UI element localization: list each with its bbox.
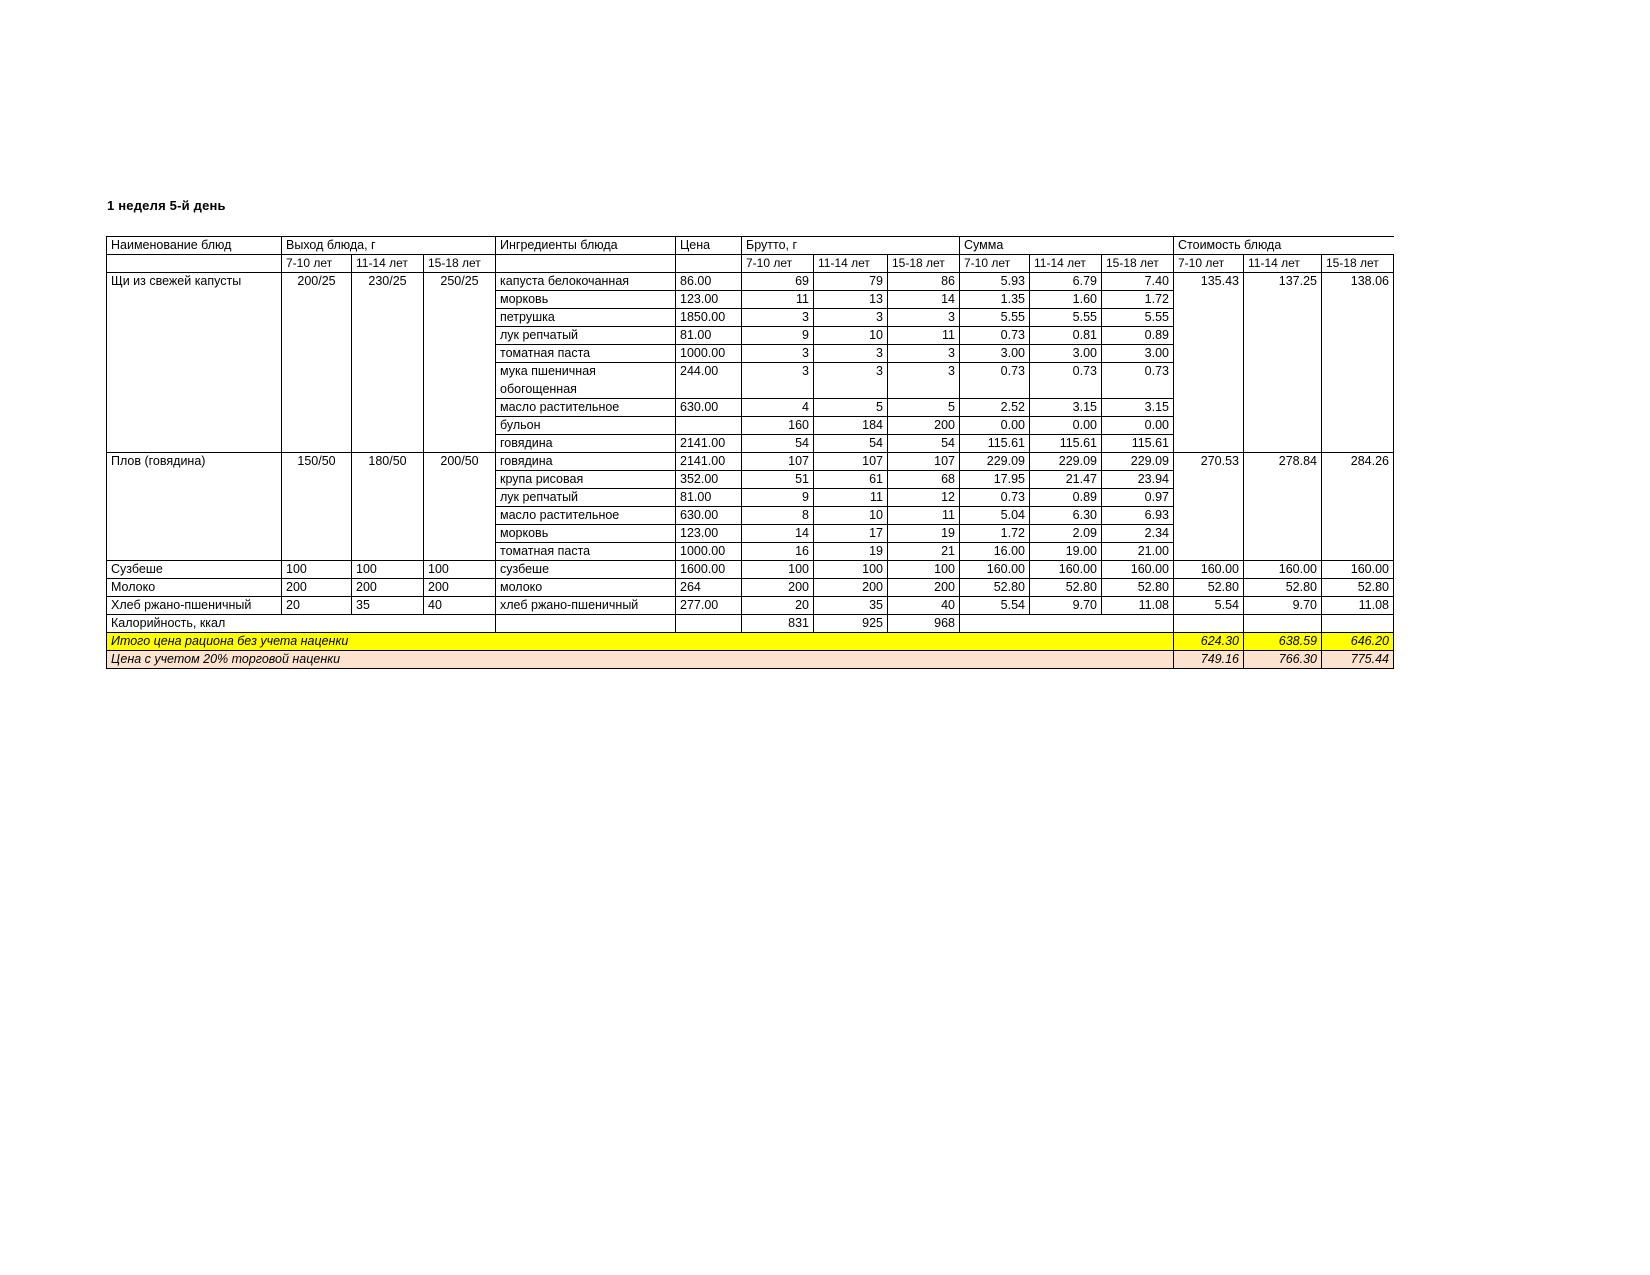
dish-cost-age1: 5.54	[1174, 597, 1244, 615]
gross-age2: 17	[814, 525, 888, 543]
calories-age1: 831	[742, 615, 814, 633]
sum-age2: 0.00	[1030, 417, 1102, 435]
ingredient-name: капуста белокочанная	[496, 273, 676, 291]
gross-age3: 21	[888, 543, 960, 561]
dish-output-age3: 40	[424, 597, 496, 615]
sum-age1: 16.00	[960, 543, 1030, 561]
gross-age3: 40	[888, 597, 960, 615]
sum-age1: 2.52	[960, 399, 1030, 417]
gross-age1: 20	[742, 597, 814, 615]
gross-age1: 51	[742, 471, 814, 489]
gross-age2: 79	[814, 273, 888, 291]
sum-age1: 160.00	[960, 561, 1030, 579]
sum-age1: 0.73	[960, 363, 1030, 399]
gross-age1: 9	[742, 489, 814, 507]
gross-age2: 35	[814, 597, 888, 615]
sum-age1: 1.72	[960, 525, 1030, 543]
sum-age3: 6.93	[1102, 507, 1174, 525]
gross-age1: 16	[742, 543, 814, 561]
header-ingr-blank	[496, 255, 676, 273]
header-sum-age2: 11-14 лет	[1030, 255, 1102, 273]
calories-ingr-blank	[496, 615, 676, 633]
calories-cost2-blank	[1244, 615, 1322, 633]
gross-age1: 11	[742, 291, 814, 309]
ingredient-name: молоко	[496, 579, 676, 597]
sum-age2: 115.61	[1030, 435, 1102, 453]
ingredient-name: бульон	[496, 417, 676, 435]
calories-age3: 968	[888, 615, 960, 633]
ingredient-name: морковь	[496, 525, 676, 543]
ingredient-name: лук репчатый	[496, 489, 676, 507]
ingredient-name: лук репчатый	[496, 327, 676, 345]
sum-age2: 2.09	[1030, 525, 1102, 543]
dish-output-age2: 230/25	[352, 273, 424, 453]
sum-age3: 115.61	[1102, 435, 1174, 453]
ingredient-name: сузбеше	[496, 561, 676, 579]
ingredient-name: хлеб ржано-пшеничный	[496, 597, 676, 615]
dish-output-age2: 100	[352, 561, 424, 579]
ingredient-price: 2141.00	[676, 435, 742, 453]
table-row	[107, 597, 1394, 615]
ingredient-name: масло растительное	[496, 507, 676, 525]
sum-age3: 5.55	[1102, 309, 1174, 327]
gross-age1: 69	[742, 273, 814, 291]
ingredient-price: 1600.00	[676, 561, 742, 579]
dish-output-age1: 200	[282, 579, 352, 597]
ingredient-price: 81.00	[676, 327, 742, 345]
header-ingredients: Ингредиенты блюда	[496, 237, 676, 255]
dish-output-age3: 100	[424, 561, 496, 579]
sum-age3: 7.40	[1102, 273, 1174, 291]
total-without-markup-row	[107, 633, 1394, 651]
gross-age3: 12	[888, 489, 960, 507]
gross-age2: 13	[814, 291, 888, 309]
gross-age1: 3	[742, 345, 814, 363]
gross-age2: 3	[814, 309, 888, 327]
calories-age2: 925	[814, 615, 888, 633]
ingredient-price: 86.00	[676, 273, 742, 291]
gross-age3: 3	[888, 363, 960, 399]
sum-age3: 160.00	[1102, 561, 1174, 579]
gross-age1: 54	[742, 435, 814, 453]
gross-age2: 3	[814, 345, 888, 363]
dish-cost-age3: 11.08	[1322, 597, 1394, 615]
sum-age2: 0.89	[1030, 489, 1102, 507]
dish-cost-age2: 9.70	[1244, 597, 1322, 615]
sum-age3: 3.15	[1102, 399, 1174, 417]
header-out-age2: 11-14 лет	[352, 255, 424, 273]
total-without-markup-age3: 646.20	[1322, 633, 1394, 651]
sum-age2: 3.15	[1030, 399, 1102, 417]
dish-name: Щи из свежей капусты	[107, 273, 282, 453]
total-with-markup-label: Цена с учетом 20% торговой наценки	[107, 651, 1174, 669]
table-header-row-groups	[107, 237, 1394, 255]
header-name-blank	[107, 255, 282, 273]
ingredient-name: морковь	[496, 291, 676, 309]
sum-age3: 3.00	[1102, 345, 1174, 363]
sum-age2: 3.00	[1030, 345, 1102, 363]
calories-label: Калорийность, ккал	[107, 615, 496, 633]
ingredient-price: 1000.00	[676, 543, 742, 561]
sum-age2: 6.30	[1030, 507, 1102, 525]
gross-age3: 11	[888, 327, 960, 345]
sum-age1: 5.93	[960, 273, 1030, 291]
table-row	[107, 579, 1394, 597]
sum-age3: 52.80	[1102, 579, 1174, 597]
total-without-markup-age2: 638.59	[1244, 633, 1322, 651]
calories-sum-blank	[960, 615, 1174, 633]
gross-age2: 107	[814, 453, 888, 471]
header-out-age1: 7-10 лет	[282, 255, 352, 273]
dish-name: Плов (говядина)	[107, 453, 282, 561]
menu-table	[106, 236, 1394, 669]
header-gross-age2: 11-14 лет	[814, 255, 888, 273]
header-out-age3: 15-18 лет	[424, 255, 496, 273]
gross-age2: 3	[814, 363, 888, 399]
gross-age3: 200	[888, 579, 960, 597]
dish-output-age2: 200	[352, 579, 424, 597]
header-output: Выход блюда, г	[282, 237, 496, 255]
gross-age3: 54	[888, 435, 960, 453]
page-title: 1 неделя 5-й день	[107, 198, 226, 213]
sum-age3: 2.34	[1102, 525, 1174, 543]
ingredient-price	[676, 417, 742, 435]
gross-age3: 86	[888, 273, 960, 291]
dish-cost-age1: 135.43	[1174, 273, 1244, 453]
gross-age1: 200	[742, 579, 814, 597]
dish-cost-age1: 52.80	[1174, 579, 1244, 597]
sum-age3: 21.00	[1102, 543, 1174, 561]
header-sum: Сумма	[960, 237, 1174, 255]
sum-age2: 21.47	[1030, 471, 1102, 489]
sum-age1: 0.73	[960, 327, 1030, 345]
table-row	[107, 561, 1394, 579]
dish-output-age1: 200/25	[282, 273, 352, 453]
gross-age1: 100	[742, 561, 814, 579]
sum-age3: 0.00	[1102, 417, 1174, 435]
ingredient-price: 264	[676, 579, 742, 597]
sum-age1: 1.35	[960, 291, 1030, 309]
ingredient-price: 352.00	[676, 471, 742, 489]
ingredient-price: 1850.00	[676, 309, 742, 327]
dish-cost-age3: 284.26	[1322, 453, 1394, 561]
ingredient-price: 1000.00	[676, 345, 742, 363]
header-cost-age3: 15-18 лет	[1322, 255, 1394, 273]
ingredient-name: петрушка	[496, 309, 676, 327]
dish-name: Сузбеше	[107, 561, 282, 579]
ingredient-name: говядина	[496, 435, 676, 453]
sum-age3: 11.08	[1102, 597, 1174, 615]
gross-age3: 19	[888, 525, 960, 543]
ingredient-name-continued: обогощенная	[496, 381, 676, 399]
dish-cost-age3: 52.80	[1322, 579, 1394, 597]
calories-price-blank	[676, 615, 742, 633]
dish-output-age1: 20	[282, 597, 352, 615]
gross-age1: 160	[742, 417, 814, 435]
sum-age1: 5.54	[960, 597, 1030, 615]
dish-cost-age2: 160.00	[1244, 561, 1322, 579]
header-price: Цена	[676, 237, 742, 255]
sum-age1: 5.04	[960, 507, 1030, 525]
sum-age1: 0.73	[960, 489, 1030, 507]
gross-age2: 19	[814, 543, 888, 561]
sum-age2: 5.55	[1030, 309, 1102, 327]
header-gross-age1: 7-10 лет	[742, 255, 814, 273]
header-price-blank	[676, 255, 742, 273]
gross-age1: 3	[742, 309, 814, 327]
gross-age2: 11	[814, 489, 888, 507]
ingredient-price: 244.00	[676, 363, 742, 399]
calories-cost3-blank	[1322, 615, 1394, 633]
sum-age2: 0.81	[1030, 327, 1102, 345]
dish-output-age1: 150/50	[282, 453, 352, 561]
gross-age1: 107	[742, 453, 814, 471]
ingredient-price: 123.00	[676, 291, 742, 309]
sum-age2: 19.00	[1030, 543, 1102, 561]
sum-age1: 115.61	[960, 435, 1030, 453]
sum-age2: 160.00	[1030, 561, 1102, 579]
header-cost-age2: 11-14 лет	[1244, 255, 1322, 273]
dish-output-age2: 180/50	[352, 453, 424, 561]
sum-age1: 52.80	[960, 579, 1030, 597]
ingredient-name: крупа рисовая	[496, 471, 676, 489]
sum-age2: 6.79	[1030, 273, 1102, 291]
sum-age1: 229.09	[960, 453, 1030, 471]
gross-age3: 107	[888, 453, 960, 471]
sum-age2: 52.80	[1030, 579, 1102, 597]
total-without-markup-label: Итого цена рациона без учета наценки	[107, 633, 1174, 651]
total-with-markup-age1: 749.16	[1174, 651, 1244, 669]
sum-age1: 5.55	[960, 309, 1030, 327]
dish-name: Молоко	[107, 579, 282, 597]
header-sum-age1: 7-10 лет	[960, 255, 1030, 273]
gross-age2: 184	[814, 417, 888, 435]
dish-output-age3: 200	[424, 579, 496, 597]
calories-row	[107, 615, 1394, 633]
sum-age3: 1.72	[1102, 291, 1174, 309]
sum-age1: 3.00	[960, 345, 1030, 363]
header-gross-age3: 15-18 лет	[888, 255, 960, 273]
ingredient-price: 630.00	[676, 399, 742, 417]
header-name: Наименование блюд	[107, 237, 282, 255]
ingredient-name: томатная паста	[496, 345, 676, 363]
sum-age3: 0.97	[1102, 489, 1174, 507]
header-cost-age1: 7-10 лет	[1174, 255, 1244, 273]
calories-cost1-blank	[1174, 615, 1244, 633]
ingredient-name: говядина	[496, 453, 676, 471]
sum-age1: 0.00	[960, 417, 1030, 435]
sum-age3: 0.89	[1102, 327, 1174, 345]
dish-cost-age3: 138.06	[1322, 273, 1394, 453]
dish-output-age3: 250/25	[424, 273, 496, 453]
ingredient-price: 2141.00	[676, 453, 742, 471]
ingredient-price: 123.00	[676, 525, 742, 543]
dish-cost-age2: 137.25	[1244, 273, 1322, 453]
gross-age2: 200	[814, 579, 888, 597]
sum-age2: 0.73	[1030, 363, 1102, 399]
gross-age2: 54	[814, 435, 888, 453]
gross-age3: 100	[888, 561, 960, 579]
total-with-markup-age3: 775.44	[1322, 651, 1394, 669]
header-gross: Брутто, г	[742, 237, 960, 255]
dish-cost-age2: 52.80	[1244, 579, 1322, 597]
table-row	[107, 273, 1394, 291]
ingredient-name: масло растительное	[496, 399, 676, 417]
sum-age2: 1.60	[1030, 291, 1102, 309]
dish-output-age1: 100	[282, 561, 352, 579]
ingredient-name: мука пшеничная	[496, 363, 676, 381]
sum-age3: 229.09	[1102, 453, 1174, 471]
gross-age3: 200	[888, 417, 960, 435]
ingredient-name: томатная паста	[496, 543, 676, 561]
gross-age3: 3	[888, 309, 960, 327]
table-header-row-ages	[107, 255, 1394, 273]
gross-age1: 8	[742, 507, 814, 525]
gross-age1: 14	[742, 525, 814, 543]
gross-age3: 68	[888, 471, 960, 489]
gross-age2: 61	[814, 471, 888, 489]
dish-name: Хлеб ржано-пшеничный	[107, 597, 282, 615]
gross-age1: 9	[742, 327, 814, 345]
gross-age2: 5	[814, 399, 888, 417]
gross-age1: 4	[742, 399, 814, 417]
ingredient-price: 630.00	[676, 507, 742, 525]
gross-age2: 10	[814, 327, 888, 345]
total-without-markup-age1: 624.30	[1174, 633, 1244, 651]
table-row	[107, 453, 1394, 471]
gross-age3: 3	[888, 345, 960, 363]
ingredient-price: 277.00	[676, 597, 742, 615]
sum-age1: 17.95	[960, 471, 1030, 489]
gross-age3: 14	[888, 291, 960, 309]
dish-cost-age1: 160.00	[1174, 561, 1244, 579]
gross-age2: 10	[814, 507, 888, 525]
total-with-markup-age2: 766.30	[1244, 651, 1322, 669]
sum-age3: 0.73	[1102, 363, 1174, 399]
dish-output-age2: 35	[352, 597, 424, 615]
total-with-markup-row	[107, 651, 1394, 669]
dish-output-age3: 200/50	[424, 453, 496, 561]
gross-age2: 100	[814, 561, 888, 579]
sum-age2: 9.70	[1030, 597, 1102, 615]
dish-cost-age2: 278.84	[1244, 453, 1322, 561]
dish-cost-age1: 270.53	[1174, 453, 1244, 561]
sum-age3: 23.94	[1102, 471, 1174, 489]
ingredient-price: 81.00	[676, 489, 742, 507]
sum-age2: 229.09	[1030, 453, 1102, 471]
header-cost: Стоимость блюда	[1174, 237, 1394, 255]
gross-age1: 3	[742, 363, 814, 399]
gross-age3: 5	[888, 399, 960, 417]
gross-age3: 11	[888, 507, 960, 525]
dish-cost-age3: 160.00	[1322, 561, 1394, 579]
header-sum-age3: 15-18 лет	[1102, 255, 1174, 273]
